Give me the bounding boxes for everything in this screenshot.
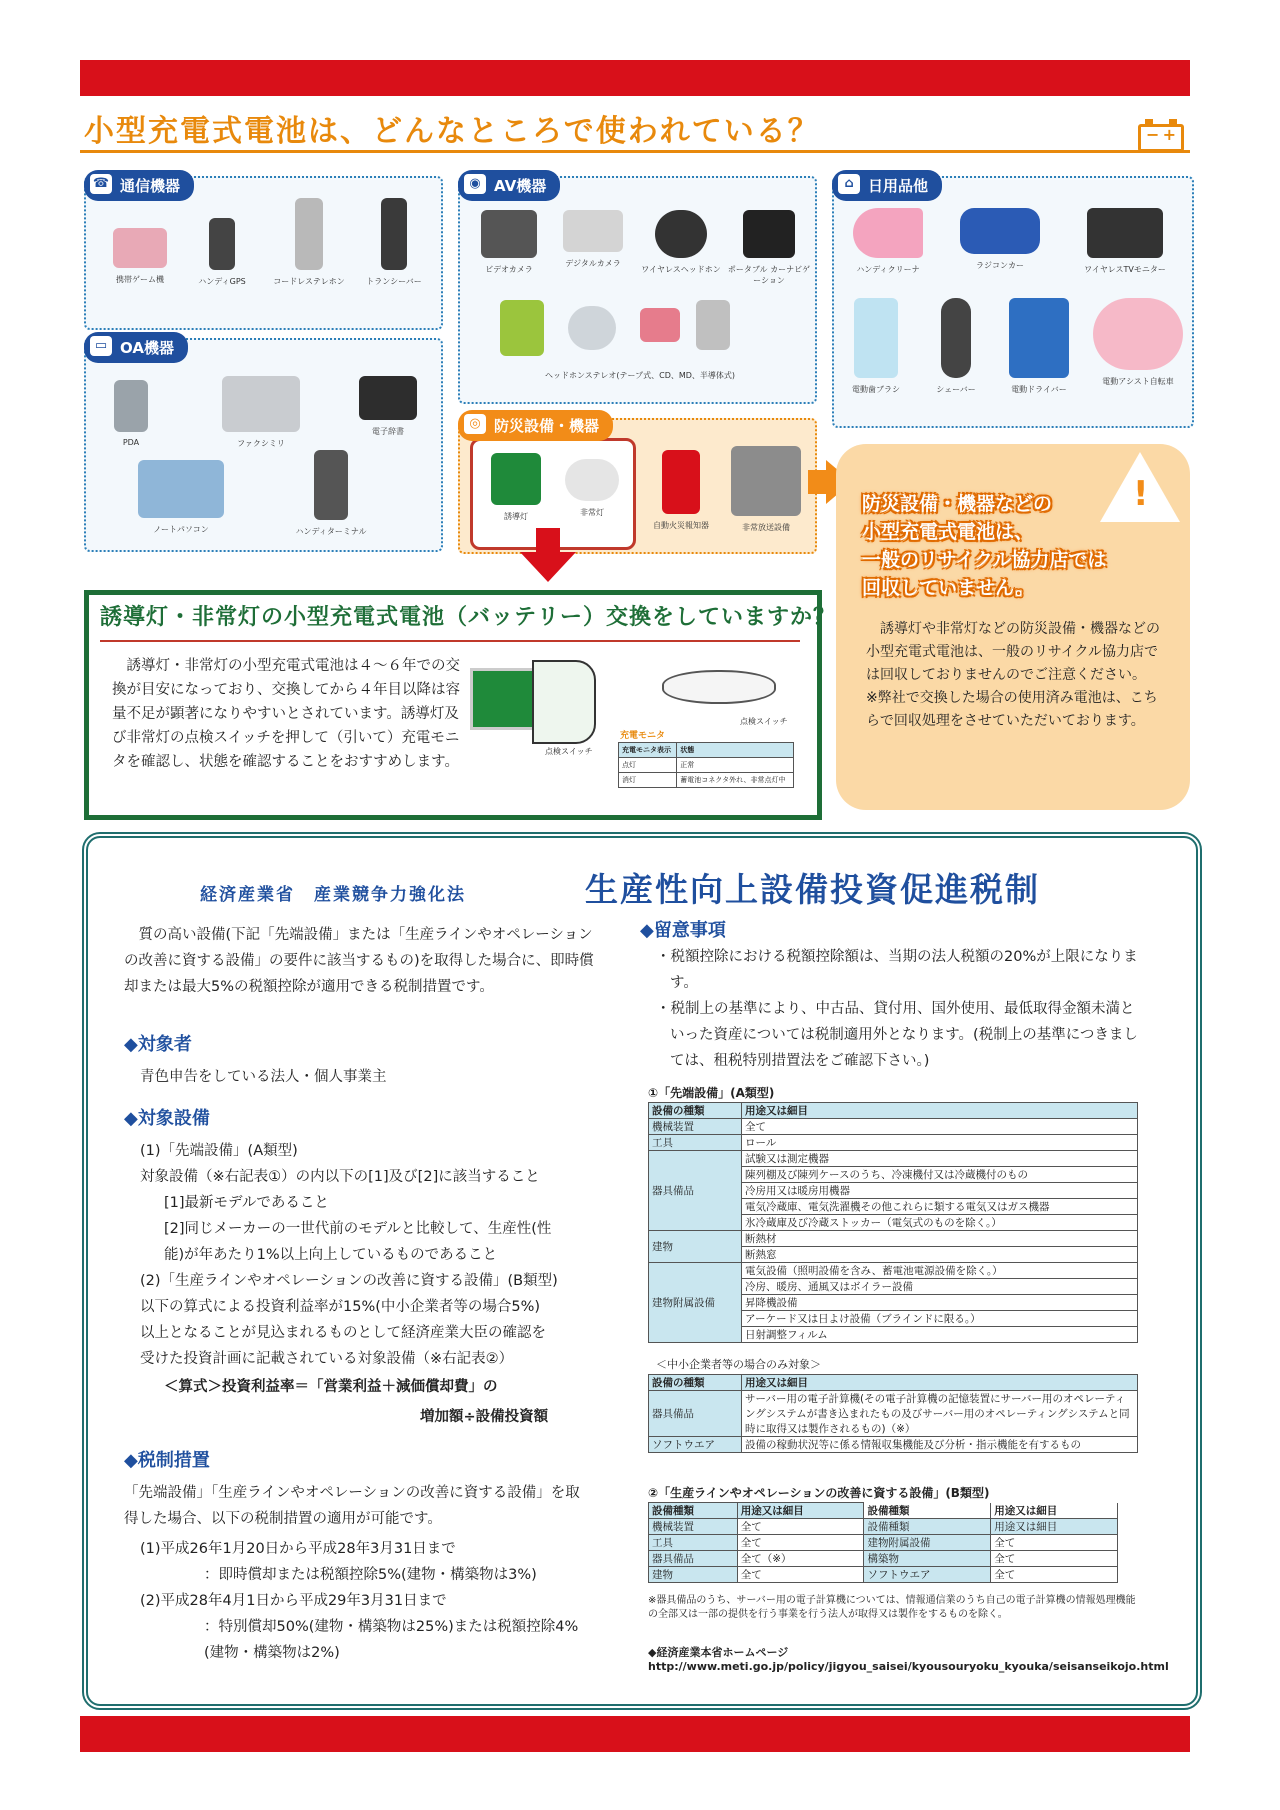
tableB-cell: 工具 — [649, 1535, 738, 1551]
tableA-cell: ロール — [742, 1135, 1138, 1151]
top-red-bar — [80, 60, 1190, 96]
device-exit-light: 誘導灯 — [481, 453, 551, 522]
tableA-cell: 昇降機設備 — [742, 1295, 1138, 1311]
category-oa — [84, 338, 443, 552]
tax-intro: 質の高い設備(下記「先端設備」または「生産ラインやオペレーションの改善に資する設備」の要件に該当するもの)を取得した場合に、即時償却または最大5%の税額控除が適用できる税制措置です。 — [124, 927, 594, 995]
tableS-header: 用途又は細目 — [742, 1375, 1138, 1391]
tag-disaster: ◎ 防災設備・機器 — [458, 410, 613, 441]
monitor-cell: 点灯 — [619, 758, 677, 773]
tableB-cell: 全て — [737, 1519, 864, 1535]
page-title: 小型充電式電池は、どんなところで使われている？ — [84, 114, 820, 149]
arrow-down-shaft — [536, 528, 560, 554]
device-electric-driver: 電動ドライバー — [996, 298, 1082, 395]
switch-label-right: 点検スイッチ — [740, 717, 788, 726]
tableA-cell: 機械装置 — [649, 1119, 742, 1135]
category-av — [458, 176, 817, 404]
ceiling-light-illustration — [662, 670, 776, 704]
device-rc-car: ラジコンカー — [952, 208, 1048, 271]
homepage-label: ◆経済産業本省ホームページ — [648, 1646, 789, 1659]
device-video-camera: ビデオカメラ — [468, 210, 550, 275]
tableB-header: 設備種類 — [864, 1503, 991, 1519]
device-handy-terminal: ハンディターミナル — [276, 450, 386, 537]
device-wireless-headphones: ワイヤレスヘッドホン — [636, 210, 726, 275]
tableB-cell: 機械装置 — [649, 1519, 738, 1535]
tableA-title: ①「先端設備」(A類型) — [648, 1086, 775, 1100]
tableB-cell: 全て — [991, 1535, 1118, 1551]
camera-icon: ◉ — [464, 174, 486, 194]
tableB-cell: 用途又は細目 — [991, 1519, 1118, 1535]
tableA-header: 用途又は細目 — [742, 1103, 1138, 1119]
tableA-cell: 冷房、暖房、通風又はボイラー設備 — [742, 1279, 1138, 1295]
target-heading: ◆対象者 — [124, 1034, 192, 1055]
device-car-navigation: ポータブル カーナビゲーション — [726, 210, 812, 286]
tableB-cell: 建物附属設備 — [864, 1535, 991, 1551]
tableA-cell: 建物 — [649, 1231, 742, 1263]
device-laptop: ノートパソコン — [126, 460, 236, 535]
tableA-cell: 建物附属設備 — [649, 1263, 742, 1343]
device-electric-toothbrush: 電動歯ブラシ — [838, 298, 914, 395]
tag-av: ◉ AV機器 — [458, 170, 560, 201]
device-assist-bicycle: 電動アシスト自転車 — [1086, 298, 1190, 387]
monitor-cell: 消灯 — [619, 773, 677, 788]
tableS-cell: ソフトウエア — [649, 1437, 742, 1453]
tableB-cell: 器具備品 — [649, 1551, 738, 1567]
arrow-down-icon — [520, 552, 576, 582]
monitor-cell: 蓄電池コネクタ外れ、非常点灯中 — [677, 773, 794, 788]
device-dictionary: 電子辞書 — [348, 376, 428, 437]
battery-icon: − + — [1138, 124, 1184, 152]
device-shaver: シェーバー — [918, 298, 994, 395]
equip-heading: ◆対象設備 — [124, 1108, 210, 1129]
bottom-red-bar — [80, 1716, 1190, 1752]
tableB-cell: 全て（※） — [737, 1551, 864, 1567]
exit-light-illustration — [470, 668, 538, 730]
tableA-cell: 断熱材 — [742, 1231, 1138, 1247]
tableA-cell: 氷冷蔵庫及び冷蔵ストッカー（電気式のものを除く。） — [742, 1215, 1138, 1231]
tableB-cell: 建物 — [649, 1567, 738, 1583]
device-transceiver: トランシーバー — [354, 198, 434, 287]
homepage-link[interactable]: http://www.meti.go.jp/policy/jigyou_saisei/kyousouryoku_kyouka/seisanseikojo.html — [648, 1660, 1169, 1673]
tableB-cell: 全て — [991, 1567, 1118, 1583]
alarm-icon: ◎ — [464, 414, 486, 434]
formula-line2: 増加額÷設備投資額 — [420, 1409, 549, 1425]
tableS-cell: サーバー用の電子計算機(その電子計算機の記憶装置にサーバー用のオペレーティングシステムが書き込まれたもの及びサーバー用のオペレーティングシステムと同時に取得又は製作されるもの)（※） — [742, 1391, 1138, 1437]
measure-list: 「先端設備」「生産ラインやオペレーションの改善に資する設備」を取 得した場合、以下の税制措置の適用が可能です。 (1)平成26年1月20日から平成28年3月31日まで ：即時償却または税額控除5%(建物・構築物は3%) (2)平成28年4月1日から平成29年3月31日まで ：特別償却50%(建物・構築物は25%)または税額控除4% (建物・構築物は2%) — [124, 1485, 580, 1661]
monitor-label: 充電モニタ — [620, 731, 666, 741]
device-gps: ハンディGPS — [182, 218, 262, 287]
warning-title: 防災設備・機器などの 小型充電式電池は、 一般のリサイクル協力店では 回収していません。 — [862, 493, 1107, 599]
phone-icon: ☎ — [90, 174, 112, 194]
tableB-cell: 全て — [737, 1567, 864, 1583]
battery-exchange-body: 誘導灯・非常灯の小型充電式電池は４〜６年での交換が目安になっており、交換してから４年目以降は容量不足が顕著になりやすいとされています。誘導灯及び非常灯の点検スイッチを押して（引いて）充電モニタを確認し、状態を確認することをおすすめします。 — [112, 658, 460, 770]
target-body: 青色申告をしている法人・個人事業主 — [140, 1069, 387, 1085]
tableA-cell: 電気冷蔵庫、電気洗濯機その他これらに類する電気又はガス機器 — [742, 1199, 1138, 1215]
tableA — [648, 1102, 1138, 1343]
device-fire-alarm: 自動火災報知器 — [646, 450, 716, 531]
category-daily — [832, 176, 1194, 428]
fixture-illustration — [532, 660, 596, 744]
tableS — [648, 1374, 1138, 1453]
tableA-cell: 器具備品 — [649, 1151, 742, 1231]
tableB-cell: ソフトウエア — [864, 1567, 991, 1583]
tableB-header: 用途又は細目 — [737, 1503, 864, 1519]
tableA-cell: 工具 — [649, 1135, 742, 1151]
tableB-title: ②「生産ラインやオペレーションの改善に資する設備」(B類型) — [648, 1486, 990, 1500]
tableA-cell: 日射調整フィルム — [742, 1327, 1138, 1343]
device-digital-camera: デジタルカメラ — [552, 210, 634, 269]
tableB — [648, 1502, 1118, 1583]
tableB-header: 用途又は細目 — [991, 1503, 1118, 1519]
device-fax: ファクシミリ — [206, 376, 316, 449]
device-headphone-stereo-caption: ヘッドホンステレオ(テープ式、CD、MD、半導体式) — [544, 371, 736, 380]
tag-comm: ☎ 通信機器 — [84, 170, 194, 201]
device-emergency-broadcast: 非常放送設備 — [722, 446, 810, 533]
device-wireless-tv: ワイヤレスTVモニター — [1070, 208, 1180, 275]
device-emergency-light: 非常灯 — [557, 459, 627, 518]
monitor-table — [618, 742, 794, 788]
tableB-header: 設備種類 — [649, 1503, 738, 1519]
device-cordless: コードレステレホン — [264, 198, 354, 287]
battery-exchange-title: 誘導灯・非常灯の小型充電式電池（バッテリー）交換をしていますか？ — [100, 605, 837, 630]
monitor-header: 充電モニタ表示 — [619, 743, 677, 758]
notes-list: ・税額控除における税額控除額は、当期の法人税額の20%が上限になります。 ・税制上の基準により、中古品、貸付用、国外使用、最低取得金額未満といった資産については税制適用外となります。(税制上の基準につきましては、租税特別措置法をご確認下さい。) — [656, 949, 1138, 1069]
tax-title: 生産性向上設備投資促進税制 — [585, 870, 1040, 909]
formula-line1: ＜算式＞投資利益率＝「営業利益＋減価償却費」の — [164, 1379, 498, 1395]
device-pda: PDA — [96, 380, 166, 447]
tableA-cell: 断熱窓 — [742, 1247, 1138, 1263]
battery-exchange-rule — [100, 640, 800, 642]
tax-org: 経済産業省 産業競争力強化法 — [200, 885, 466, 905]
device-headphone-stereo-group — [500, 300, 760, 360]
tableB-cell: 設備種類 — [864, 1519, 991, 1535]
warning-exclaim: ! — [1133, 474, 1149, 514]
tableS-cell: 器具備品 — [649, 1391, 742, 1437]
measure-heading: ◆税制措置 — [124, 1450, 210, 1471]
tableA-cell: 全て — [742, 1119, 1138, 1135]
computer-icon: ▭ — [90, 336, 112, 356]
tableA-cell: 冷房用又は暖房用機器 — [742, 1183, 1138, 1199]
warning-body: 誘導灯や非常灯などの防災設備・機器などの小型充電式電池は、一般のリサイクル協力店では回収しておりませんのでご注意ください。 ※弊社で交換した場合の使用済み電池は、こちらで回収処理をさせていただいております。 — [866, 621, 1160, 729]
tableA-header: 設備の種類 — [649, 1103, 742, 1119]
house-icon: ⌂ — [838, 174, 860, 194]
tableS-header: 設備の種類 — [649, 1375, 742, 1391]
switch-label-left: 点検スイッチ — [545, 747, 593, 756]
tag-oa: ▭ OA機器 — [84, 332, 188, 363]
tableB-cell: 全て — [991, 1551, 1118, 1567]
tableA-cell: 試験又は測定機器 — [742, 1151, 1138, 1167]
tableA-cell: 電気設備（照明設備を含み、蓄電池電源設備を除く。） — [742, 1263, 1138, 1279]
tableA-cell: 陳列棚及び陳列ケースのうち、冷凍機付又は冷蔵機付のもの — [742, 1167, 1138, 1183]
small-caption: ＜中小企業者等の場合のみ対象＞ — [656, 1358, 821, 1371]
tag-daily: ⌂ 日用品他 — [832, 170, 942, 201]
monitor-cell: 正常 — [677, 758, 794, 773]
tableS-cell: 設備の稼動状況等に係る情報収集機能及び分析・指示機能を有するもの — [742, 1437, 1138, 1453]
arrow-right-shaft — [808, 470, 826, 494]
monitor-header: 状態 — [677, 743, 794, 758]
notes-heading: ◆留意事項 — [640, 920, 726, 941]
title-underline — [80, 150, 1190, 153]
device-handy-cleaner: ハンディクリーナ — [840, 208, 936, 275]
tableB-cell: 構築物 — [864, 1551, 991, 1567]
tableB-cell: 全て — [737, 1535, 864, 1551]
tableB-footnote: ※器具備品のうち、サーバー用の電子計算機については、情報通信業のうち自己の電子計算機の情報処理機能の全部又は一部の提供を行う事業を行う法人が取得又は製作をするものを除く。 — [648, 1595, 1136, 1620]
device-game: 携帯ゲーム機 — [100, 228, 180, 285]
tableA-cell: アーケード又は日よけ設備（ブラインドに限る。） — [742, 1311, 1138, 1327]
equip-list: (1)「先端設備」(A類型) 対象設備（※右記表①）の内以下の[1]及び[2]に該当すること [1]最新モデルであること [2]同じメーカーの一世代前のモデルと比較して、生産性(性 能)が年あたり1%以上向上しているものであること (2)「生産ラインやオペレーションの改善に資する設備」(B類型) 以下の算式による投資利益率が15%(中小企業者等の場合5%) 以上となることが見込まれるものとして経済産業大臣の確認を 受けた投資計画に記載されている対象設備（※右記表②） — [140, 1143, 558, 1367]
